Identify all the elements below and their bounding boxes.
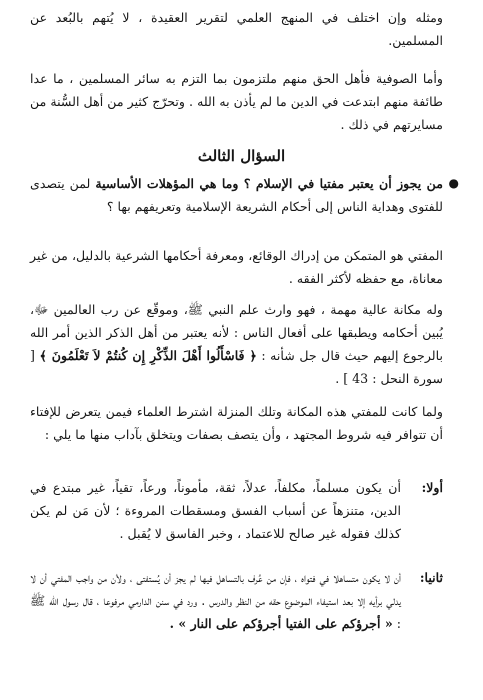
paragraph-1: ومثله وإن اختلف في المنهج العلمي لتقرير العقيدة ، لا يُتهم بالبُعد عن المسلمين. bbox=[30, 10, 443, 48]
section-heading: السؤال الثالث bbox=[197, 147, 286, 165]
condition-item-2 bbox=[30, 566, 443, 635]
condition-1-text: أن يكون مسلماً، مكلفاً، عدلاً، ثقة، مأموناً، ورعاً، تقياً، غير مبتدع في الدين، متنزهاً عن أسباب الفسق ومسقطات المروءة ؛ لأن مَن لم يكن كذلك فقوله غير صالح للاعتماد ، وخبر الفاسق لا يُقبل . bbox=[30, 480, 401, 541]
condition-2-label: ثانيا: bbox=[419, 570, 443, 585]
question-paragraph bbox=[30, 172, 459, 218]
quran-quote: ﴿ فَاسْأَلُوا أَهْلَ الذِّكْرِ إِن كُنتُمْ لاَ تَعْلَمُونَ ﴾ bbox=[39, 348, 257, 363]
condition-2-text: أن لا يكون متساهلا في فتواه ، فإن من عُرف بالتساهل فيها لم يجز أن يُستفتى ، ولأن من واجب المفتي أن لا يدلي برأيه إلا بعد استيفاء الموضوع حقه من النظر والدرس . ورد في سنن الدارمي مرفوعا ، قال رسول الله ﷺ : bbox=[30, 570, 401, 631]
bullet-icon: ● bbox=[448, 176, 459, 190]
paragraph-5: ولما كانت للمفتي هذه المكانة وتلك المنزلة اشترط العلماء فيمن يتعرض للإفتاء أن تتوافر فيه شروط المجتهد ، وأن يتصف بصفات ويتخلق بآداب منها ما يلي : bbox=[30, 404, 443, 442]
question-rest: لمن يتصدى للفتوى وهداية الناس إلى أحكام الشريعة الإسلامية وتعريفهم بها ؟ bbox=[30, 176, 443, 214]
paragraph-4-text: وله مكانة عالية مهمة ، فهو وارث علم النبي ﷺ، وموقّع عن رب العالمين ﷻ، يُبين أحكامه ويطبقها على أفعال الناس : لأنه يعتبر من أهل الذكر الذين أمر الله بالرجوع إليهم حيث قال جل شأنه : bbox=[30, 302, 443, 363]
paragraph-4 bbox=[30, 298, 443, 390]
paragraph-2: وأما الصوفية فأهل الحق منهم ملتزمون بما التزم به سائر المسلمين ، ما عدا طائفة منهم ابتدعت في الدين ما لم يأذن به الله . وتحرّج كثير من أهل السُّنة من مسايرتهم في ذلك . bbox=[30, 71, 443, 132]
question-lead: من يجوز أن يعتبر مفتيا في الإسلام ؟ وما هي المؤهلات الأساسية bbox=[95, 176, 443, 191]
hadith-quote: « أجرؤكم على الفتيا أجرؤكم على النار » . bbox=[169, 616, 393, 631]
condition-2-paragraph bbox=[30, 566, 401, 635]
condition-1-label: أولا: bbox=[421, 480, 443, 495]
quran-reference: [ سورة النحل : 43 ] . bbox=[30, 348, 443, 386]
paragraph-3: المفتي هو المتمكن من إدراك الوقائع، ومعرفة أحكامها الشرعية بالدليل، من غير معاناة، مع حفظه لأكثر الفقه . bbox=[30, 248, 443, 286]
condition-item-1 bbox=[30, 476, 443, 545]
